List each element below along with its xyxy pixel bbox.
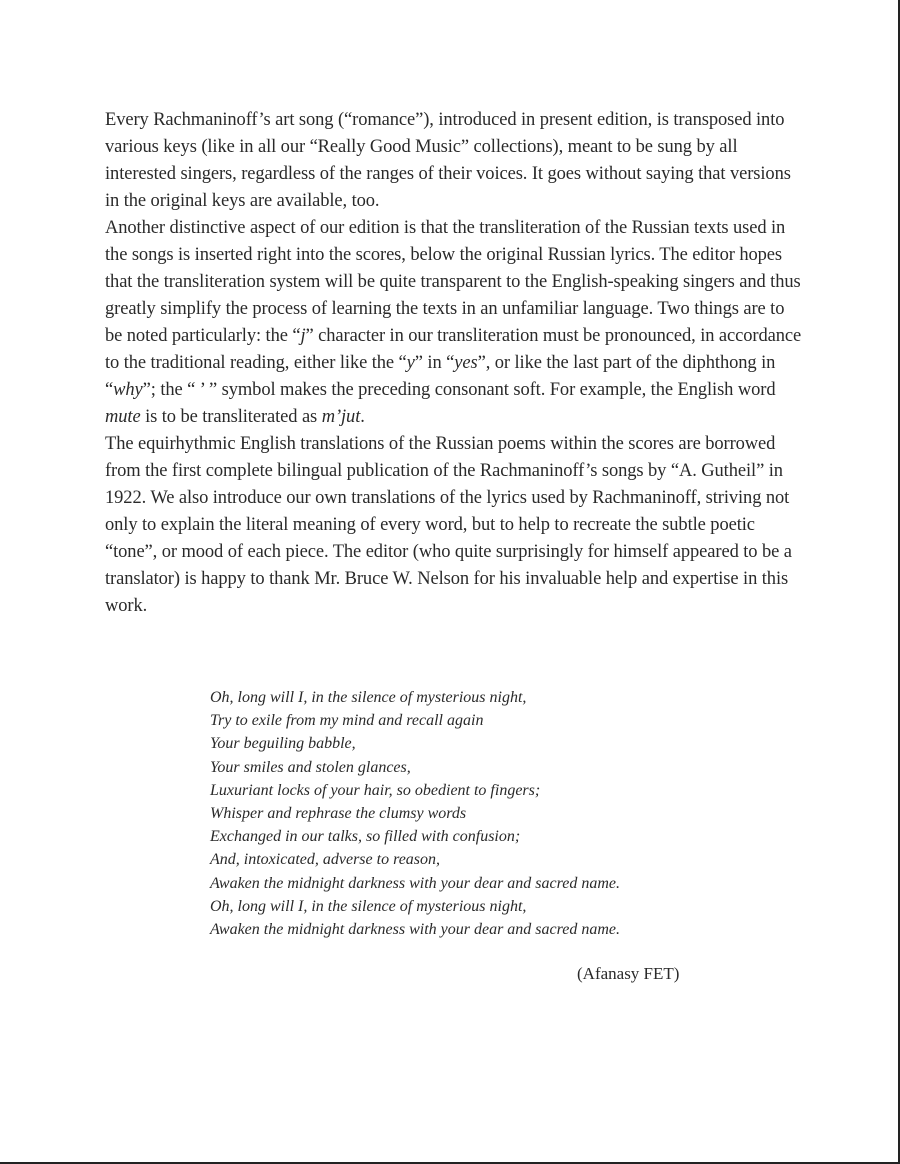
paragraph-2-text: ” in “ [414, 353, 455, 373]
poem-author: (Afanasy FET) [577, 964, 680, 983]
poem-line: Try to exile from my mind and recall again [210, 712, 484, 730]
poem-line: Awaken the midnight darkness with your dear and sacred name. [210, 921, 621, 939]
poem-line: Whisper and rephrase the clumsy words [210, 805, 467, 823]
poem-line: And, intoxicated, adverse to reason, [210, 851, 441, 869]
poem-line: Awaken the midnight darkness with your dear and sacred name. [210, 874, 621, 892]
j-character: j [300, 326, 306, 346]
paragraph-2-text: ”; the “ ’ ” symbol makes the preceding consonant soft. For example, the English word [142, 380, 776, 400]
paragraph-2-text: ” character in our transliteration must be pronounced, in accordance to the traditional reading, either like the “ [105, 326, 802, 373]
poem [210, 686, 770, 941]
paragraph-2-text: . [360, 407, 365, 427]
mjut-word: m’jut [321, 407, 361, 427]
intro-paragraph-2 [105, 215, 805, 431]
yes-word: yes [454, 353, 478, 373]
poem-line: Oh, long will I, in the silence of mysterious night, [210, 897, 527, 915]
paragraph-2-text: Another distinctive aspect of our edition is that the transliteration of the Russian texts used in the songs is inserted right into the scores, below the original Russian lyrics. The editor hopes that the transliteration system will be quite transparent to the English-speaking singers and thus greatly simplify the process of learning the texts in an unfamiliar language. Two things are to be noted particularly: the “ [105, 218, 801, 346]
poem-line: Your beguiling babble, [210, 735, 356, 753]
poem-line: Exchanged in our talks, so filled with confusion; [210, 828, 521, 846]
paragraph-2-text: is to be transliterated as [140, 407, 322, 427]
intro-paragraph-3: The equirhythmic English translations of the Russian poems within the scores are borrowed from the first complete bilingual publication of the Rachmaninoff’s songs by “A. Gutheil” in 1922. We also introduce our own translations of the lyrics used by Rachmaninoff, striving not only to explain the literal meaning of every word, but to help to recreate the subtle poetic “tone”, or mood of each piece. The editor (who quite surprisingly for himself appeared to be a translator) is happy to thank Mr. Bruce W. Nelson for his invaluable help and expertise in this work. [105, 434, 792, 616]
y-character: y [406, 353, 415, 373]
poem-line: Luxuriant locks of your hair, so obedient to fingers; [210, 781, 541, 799]
paragraph-2-text: ”, or like the last part of the diphthong in “ [105, 353, 776, 400]
intro-paragraph-1: Every Rachmaninoff’s art song (“romance”), introduced in present edition, is transposed into various keys (like in all our “Really Good Music” collections), meant to be sung by all interested singers, regardless of the ranges of their voices. It goes without saying that versions in the original keys are available, too. [105, 110, 791, 211]
poem-line: Your smiles and stolen glances, [210, 758, 411, 776]
why-word: why [113, 380, 143, 400]
poem-line: Oh, long will I, in the silence of mysterious night, [210, 689, 527, 706]
mute-word: mute [105, 407, 141, 427]
intro-text [105, 107, 805, 620]
